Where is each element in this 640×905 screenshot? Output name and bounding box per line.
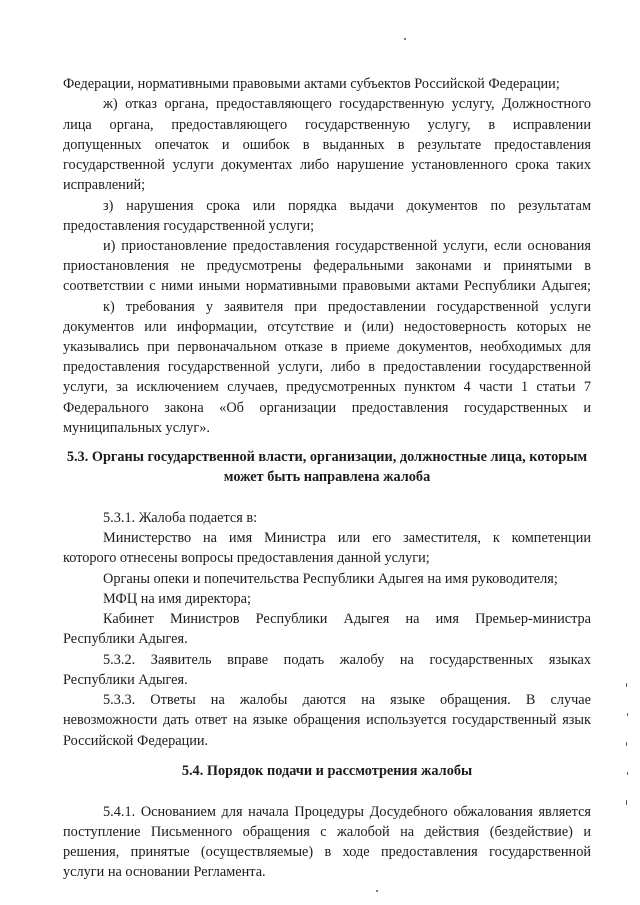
section-heading-5-4: 5.4. Порядок подачи и рассмотрения жалобы — [181, 763, 473, 779]
section-heading-5-3-cont: может быть направлена жалоба — [223, 469, 431, 485]
text-line: Республики Адыгея. — [63, 672, 188, 688]
text-line: 5.3.3. Ответы на жалобы даются на языке обращения. В случае — [103, 692, 591, 708]
scan-speck — [626, 683, 627, 687]
text-line: муниципальных услуг». — [63, 420, 210, 436]
text-line: допущенных опечаток и ошибок в выданных в результате предоставления — [63, 137, 591, 153]
text-line: ж) отказ органа, предоставляющего государственную услугу, Должностного — [103, 96, 591, 112]
text-line: Кабинет Министров Республики Адыгея на имя Премьер-министра — [103, 611, 591, 627]
section-heading-5-3: 5.3. Органы государственной власти, организации, должностные лица, которым — [66, 449, 588, 465]
scan-speck — [626, 800, 627, 805]
text-line: документов или информации, отсутствие и (или) недостоверность которых не — [63, 319, 591, 335]
text-line: 5.3.2. Заявитель вправе подать жалобу на государственных языках — [103, 652, 591, 668]
text-line: которого отнесены вопросы предоставления данной услуги; — [63, 550, 430, 566]
text-line: Российской Федерации. — [63, 733, 209, 749]
text-line: предоставления государственной услуги; — [63, 218, 315, 234]
text-line: МФЦ на имя директора; — [103, 591, 251, 607]
text-line: исправлений; — [63, 177, 146, 193]
text-line: лица органа, предоставляющего государственную услугу, в исправлении — [63, 117, 591, 133]
text-line: Министерство на имя Министра или его заместителя, к компетенции — [103, 530, 591, 546]
text-line: 5.4.1. Основанием для начала Процедуры Досудебного обжалования является — [103, 804, 591, 820]
text-line: указывались при первоначальном отказе в приеме документов, необходимых для — [63, 339, 591, 355]
scan-speck — [626, 742, 627, 746]
scan-speck — [627, 772, 628, 775]
text-line: Органы опеки и попечительства Республики Адыгея на имя руководителя; — [103, 571, 558, 587]
text-line: предоставления государственной услуги, либо в предоставлении государственной — [63, 359, 591, 375]
text-line: услуги, за исключением случаев, предусмотренных пунктом 4 части 1 статьи 7 — [63, 379, 591, 395]
text-line: приостановления не предусмотрены федеральными законами и принятыми в — [63, 258, 591, 274]
text-line: соответствии с ними иными нормативными правовыми актами Республики Адыгея; — [63, 278, 591, 294]
text-line: Федерации, нормативными правовыми актами субъектов Российской Федерации; — [63, 76, 560, 92]
text-line: государственной услуги документах либо нарушение установленного срока таких — [63, 157, 591, 173]
text-line: поступление Письменного обращения с жалобой на действия (бездействие) и — [63, 824, 591, 840]
scan-speck — [404, 38, 406, 40]
text-line: Республики Адыгея. — [63, 631, 188, 647]
text-line: решения, принятые (осуществляемые) в ходе предоставления государственной — [63, 844, 591, 860]
text-line: з) нарушения срока или порядка выдачи документов по результатам — [103, 198, 591, 214]
scan-speck — [627, 713, 628, 716]
scan-speck — [376, 890, 378, 892]
text-line: невозможности дать ответ на языке обращения используется государственный язык — [63, 712, 591, 728]
text-line: Федерального закона «Об организации предоставления государственных и — [63, 400, 591, 416]
text-line: 5.3.1. Жалоба подается в: — [103, 510, 258, 526]
text-line: услуги на основании Регламента. — [63, 864, 266, 880]
text-line: и) приостановление предоставления государственной услуги, если основания — [103, 238, 591, 254]
text-line: к) требования у заявителя при предоставлении государственной услуги — [103, 299, 591, 315]
